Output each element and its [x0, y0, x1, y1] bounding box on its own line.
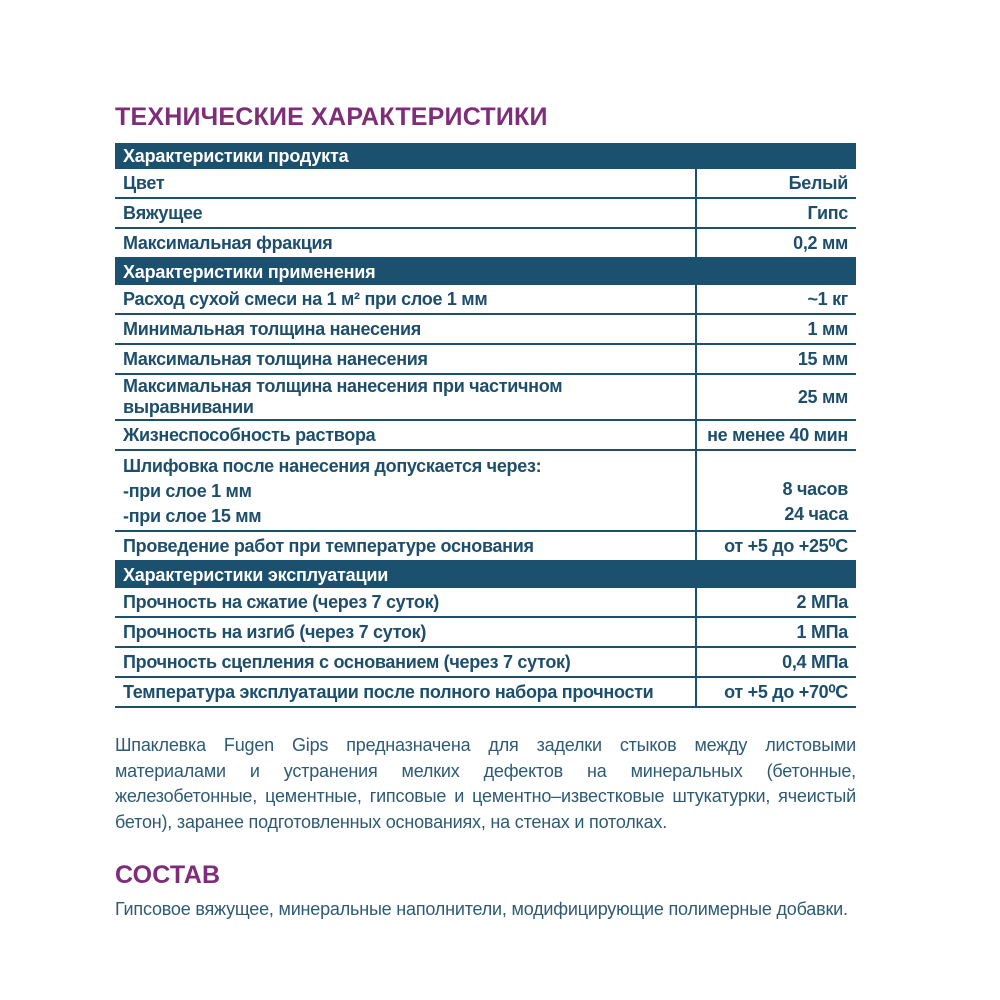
table-row	[115, 315, 856, 345]
spec-value: от +5 до +70⁰С	[695, 678, 856, 706]
table-row	[115, 678, 856, 708]
spec-label: Минимальная толщина нанесения	[123, 318, 421, 339]
product-description: Шпаклевка Fugen Gips предназначена для заделки стыков между листовыми материалами и устранения мелких дефектов на минеральных (бетонные, железобетонные, цементные, гипсовые и цементно–известковые штукатурки, ячеистый бетон), заранее подготовленных основаниях, на стенах и потолках.	[115, 735, 856, 832]
spec-label: Прочность на сжатие (через 7 суток)	[123, 591, 439, 612]
spec-label: Цвет	[123, 172, 165, 193]
spec-value: 1 мм	[695, 315, 856, 343]
spec-value: 25 мм	[695, 375, 856, 419]
table-row	[115, 588, 856, 618]
page-title: ТЕХНИЧЕСКИЕ ХАРАКТЕРИСТИКИ	[115, 103, 548, 131]
table-row	[115, 421, 856, 451]
composition-text: Гипсовое вяжущее, минеральные наполнители, модифицирующие полимерные добавки.	[115, 899, 848, 920]
spec-value: 0,2 мм	[695, 229, 856, 257]
table-section-header-operation: Характеристики эксплуатации	[115, 562, 856, 588]
table-row	[115, 229, 856, 259]
spec-value: 2 МПа	[695, 588, 856, 616]
spec-label: Максимальная фракция	[123, 232, 333, 253]
table-row	[115, 169, 856, 199]
table-row	[115, 199, 856, 229]
spec-sheet-content	[115, 103, 856, 920]
spec-value: 1 МПа	[695, 618, 856, 646]
spec-label: Прочность на изгиб (через 7 суток)	[123, 621, 427, 642]
spec-label: Вяжущее	[123, 202, 203, 223]
table-row	[115, 618, 856, 648]
spec-value-group	[695, 451, 856, 530]
spec-label: Прочность сцепления с основанием (через 7 суток)	[123, 651, 571, 672]
table-row	[115, 375, 856, 421]
composition-title: СОСТАВ	[115, 861, 221, 890]
spec-label: Жизнеспособность раствора	[123, 424, 376, 445]
spec-label: Температура эксплуатации после полного набора прочности	[123, 681, 654, 702]
spec-sublabel: -при слое 1 мм	[123, 481, 252, 501]
spec-label-group	[115, 451, 695, 530]
spec-label: Шлифовка после нанесения допускается через:	[123, 456, 542, 476]
spec-value: 0,4 МПа	[695, 648, 856, 676]
table-section-header-product: Характеристики продукта	[115, 143, 856, 169]
table-section-header-application: Характеристики применения	[115, 259, 856, 285]
spec-value: не менее 40 мин	[695, 421, 856, 449]
spec-label: Максимальная толщина нанесения	[123, 348, 428, 369]
spec-label: Максимальная толщина нанесения при частичном выравнивании	[123, 376, 563, 417]
spec-value: Гипс	[695, 199, 856, 227]
spec-value: Белый	[695, 169, 856, 197]
spec-value: от +5 до +25⁰С	[695, 532, 856, 560]
table-row	[115, 532, 856, 562]
table-row	[115, 648, 856, 678]
spec-table	[115, 143, 856, 708]
table-row	[115, 345, 856, 375]
spec-value: ~1 кг	[695, 285, 856, 313]
table-row	[115, 285, 856, 315]
table-row-multiline	[115, 451, 856, 532]
spec-value: 8 часов	[782, 479, 848, 499]
spec-value: 24 часа	[784, 504, 848, 524]
spec-value: 15 мм	[695, 345, 856, 373]
spec-label: Проведение работ при температуре основания	[123, 535, 534, 556]
spec-label: Расход сухой смеси на 1 м² при слое 1 мм	[123, 288, 488, 309]
spec-sublabel: -при слое 15 мм	[123, 506, 262, 526]
